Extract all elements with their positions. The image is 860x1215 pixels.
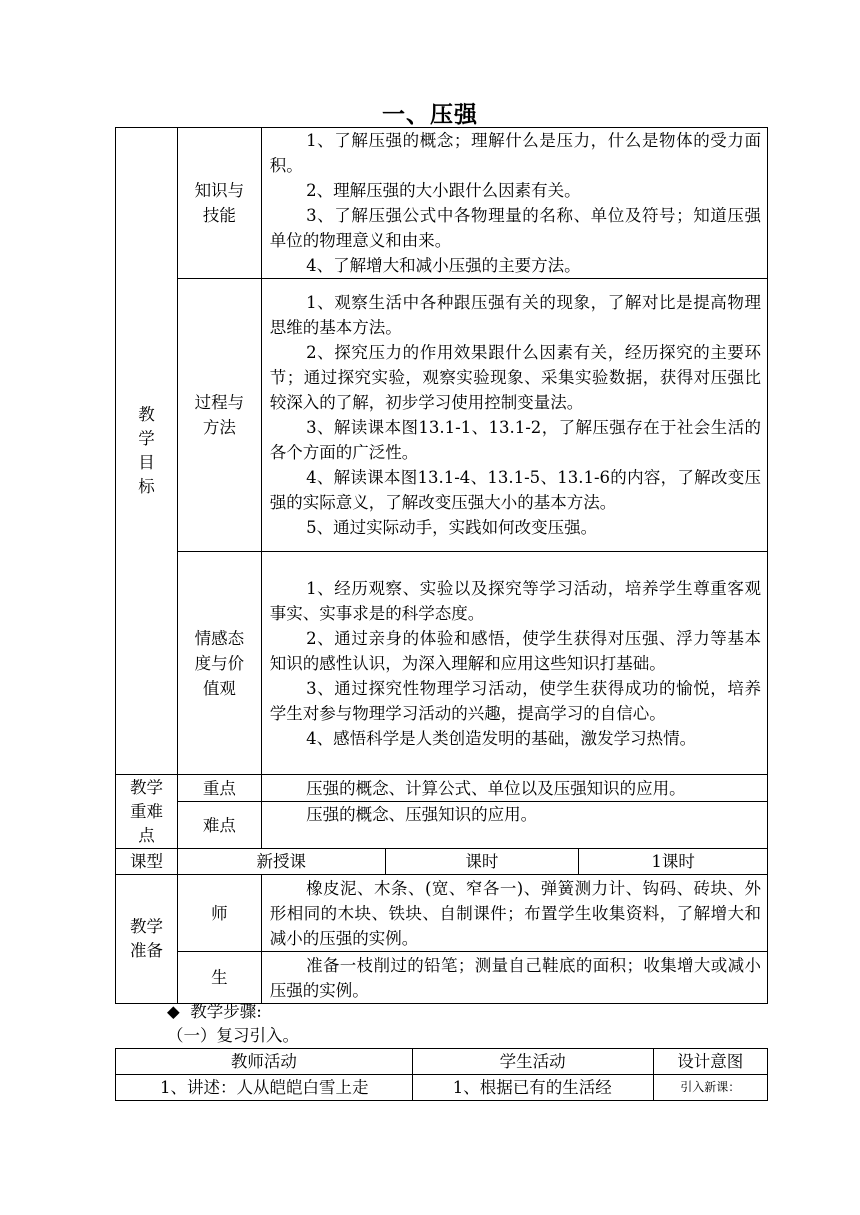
course-type-label: 课型 xyxy=(116,849,178,875)
steps-heading: ◆ 教学步骤: xyxy=(167,1002,262,1021)
objective-group-label: 过程与 方法 xyxy=(177,279,261,552)
preparation-label: 教学 准备 xyxy=(116,875,178,1004)
objective-item: 1、了解压强的概念；理解什么是压力，什么是物体的受力面积。 xyxy=(269,131,761,175)
objective-group-content xyxy=(261,279,767,552)
objective-group-label: 知识与 技能 xyxy=(177,128,261,279)
teacher-label: 师 xyxy=(177,875,261,952)
objective-item: 3、解读课本图13.1-1、13.1-2，了解压强存在于社会生活的各个方面的广泛性。 xyxy=(269,418,761,462)
objective-item: 5、通过实际动手，实践如何改变压强。 xyxy=(306,518,598,537)
objectives-row-knowledge xyxy=(116,128,768,279)
student-prep-row xyxy=(116,952,768,1004)
design-intent-cell: 引入新课： xyxy=(653,1075,768,1101)
objective-group-label: 情感态 度与价 值观 xyxy=(177,552,261,775)
objective-item: 2、理解压强的大小跟什么因素有关。 xyxy=(306,181,581,200)
lesson-plan-table xyxy=(115,127,768,1004)
objective-group-content xyxy=(261,552,767,775)
student-activity-cell: 1、根据已有的生活经 xyxy=(412,1075,653,1101)
difficult-point-content: 压强的概念、压强知识的应用。 xyxy=(261,802,767,849)
objective-item: 2、通过亲身的体验和感悟，使学生获得对压强、浮力等基本知识的感性认识，为深入理解和应用这些知识打基础。 xyxy=(269,628,761,673)
objective-item: 1、观察生活中各种跟压强有关的现象，了解对比是提高物理思维的基本方法。 xyxy=(269,293,761,337)
objectives-row-emotion xyxy=(116,552,768,775)
objectives-row-process xyxy=(116,279,768,552)
key-point-row xyxy=(116,775,768,802)
page-title: 一、压强 xyxy=(382,101,478,128)
course-hours-label: 课时 xyxy=(385,849,579,875)
objective-item: 2、探究压力的作用效果跟什么因素有关，经历探究的主要环节；通过探究实验，观察实验现象、采集实验数据，获得对压强比较深入的了解，初步学习使用控制变量法。 xyxy=(269,343,761,412)
objective-item: 3、了解压强公式中各物理量的名称、单位及符号；知道压强单位的物理意义和由来。 xyxy=(269,206,761,250)
objectives-label: 教 学 目 标 xyxy=(116,128,178,775)
design-intent-header: 设计意图 xyxy=(653,1049,768,1075)
objective-item: 4、解读课本图13.1-4、13.1-5、13.1-6的内容，了解改变压强的实际意义，了解改变压强大小的基本方法。 xyxy=(269,468,761,512)
course-type-row xyxy=(116,849,768,875)
steps-table xyxy=(115,1048,768,1101)
key-point-label: 重点 xyxy=(177,775,261,802)
diamond-bullet-icon: ◆ xyxy=(167,1002,180,1021)
teacher-activity-header: 教师活动 xyxy=(116,1049,413,1075)
key-difficult-label: 教学 重难 点 xyxy=(116,775,178,849)
steps-header-row xyxy=(116,1049,768,1075)
course-hours-value: 1课时 xyxy=(579,849,768,875)
difficult-point-row xyxy=(116,802,768,849)
teacher-prep-content: 橡皮泥、木条、(宽、窄各一)、弹簧测力计、钩码、砖块、外形相同的木块、铁块、自制课件；布置学生收集资料，了解增大和减小的压强的实例。 xyxy=(261,875,767,952)
section-heading: （一）复习引入。 xyxy=(167,1026,299,1045)
key-point-content: 压强的概念、计算公式、单位以及压强知识的应用。 xyxy=(261,775,767,802)
teacher-prep-row xyxy=(116,875,768,952)
course-type-value: 新授课 xyxy=(177,849,385,875)
teacher-activity-cell: 1、讲述：人从皑皑白雪上走 xyxy=(116,1075,413,1101)
student-label: 生 xyxy=(177,952,261,1004)
student-prep-content: 准备一枝削过的铅笔；测量自己鞋底的面积；收集增大或减小压强的实例。 xyxy=(261,952,767,1004)
steps-row xyxy=(116,1075,768,1101)
objective-group-content xyxy=(261,128,767,279)
objective-item: 4、了解增大和减小压强的主要方法。 xyxy=(306,256,581,275)
student-activity-header: 学生活动 xyxy=(412,1049,653,1075)
objective-item: 4、感悟科学是人类创造发明的基础，激发学习热情。 xyxy=(306,728,697,748)
objective-item: 1、经历观察、实验以及探究等学习活动，培养学生尊重客观事实、实事求是的科学态度。 xyxy=(269,578,761,623)
objective-item: 3、通过探究性物理学习活动，使学生获得成功的愉悦，培养学生对参与物理学习活动的兴趣，提高学习的自信心。 xyxy=(269,678,761,723)
difficult-point-label: 难点 xyxy=(177,802,261,849)
